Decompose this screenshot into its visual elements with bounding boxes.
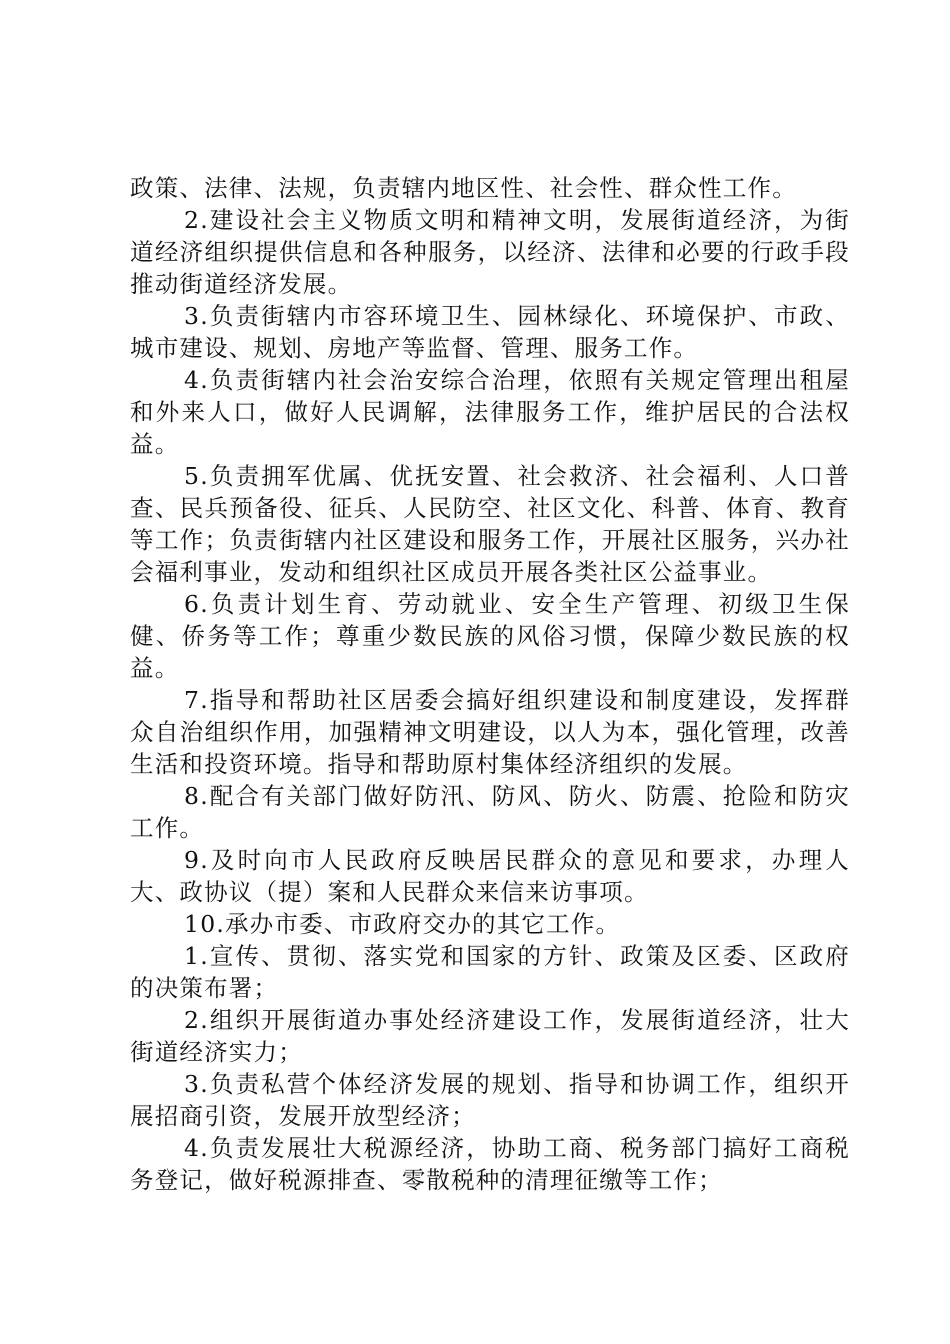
paragraph-subitem-3: 3.负责私营个体经济发展的规划、指导和协调工作，组织开展招商引资，发展开放型经济； <box>130 1070 850 1130</box>
paragraph-subitem-2: 2.组织开展街道办事处经济建设工作，发展街道经济，壮大街道经济实力； <box>130 1006 850 1066</box>
paragraph-item-8: 8.配合有关部门做好防汛、防风、防火、防震、抢险和防灾工作。 <box>130 782 850 842</box>
document-body <box>130 172 850 1196</box>
paragraph-continuation: 政策、法律、法规，负责辖内地区性、社会性、群众性工作。 <box>130 174 797 202</box>
paragraph-item-6: 6.负责计划生育、劳动就业、安全生产管理、初级卫生保健、侨务等工作；尊重少数民族的风俗习惯，保障少数民族的权益。 <box>130 590 850 682</box>
paragraph-item-7: 7.指导和帮助社区居委会搞好组织建设和制度建设，发挥群众自治组织作用，加强精神文明建设，以人为本，强化管理，改善生活和投资环境。指导和帮助原村集体经济组织的发展。 <box>130 686 850 778</box>
paragraph-item-10: 10.承办市委、市政府交办的其它工作。 <box>184 910 621 938</box>
paragraph-subitem-4: 4.负责发展壮大税源经济，协助工商、税务部门搞好工商税务登记，做好税源排查、零散税种的清理征缴等工作； <box>130 1134 850 1194</box>
paragraph-item-9: 9.及时向市人民政府反映居民群众的意见和要求，办理人大、政协议（提）案和人民群众来信来访事项。 <box>130 846 850 906</box>
paragraph-item-5: 5.负责拥军优属、优抚安置、社会救济、社会福利、人口普查、民兵预备役、征兵、人民防空、社区文化、科普、体育、教育等工作；负责街辖内社区建设和服务工作，开展社区服务，兴办社会福利事业，发动和组织社区成员开展各类社区公益事业。 <box>130 462 850 586</box>
paragraph-subitem-1: 1.宣传、贯彻、落实党和国家的方针、政策及区委、区政府的决策布署； <box>130 942 850 1002</box>
paragraph-item-3: 3.负责街辖内市容环境卫生、园林绿化、环境保护、市政、城市建设、规划、房地产等监督、管理、服务工作。 <box>130 302 850 362</box>
paragraph-item-4: 4.负责街辖内社会治安综合治理，依照有关规定管理出租屋和外来人口，做好人民调解，法律服务工作，维护居民的合法权益。 <box>130 366 850 458</box>
paragraph-item-2: 2.建设社会主义物质文明和精神文明，发展街道经济，为街道经济组织提供信息和各种服务，以经济、法律和必要的行政手段推动街道经济发展。 <box>130 206 850 298</box>
